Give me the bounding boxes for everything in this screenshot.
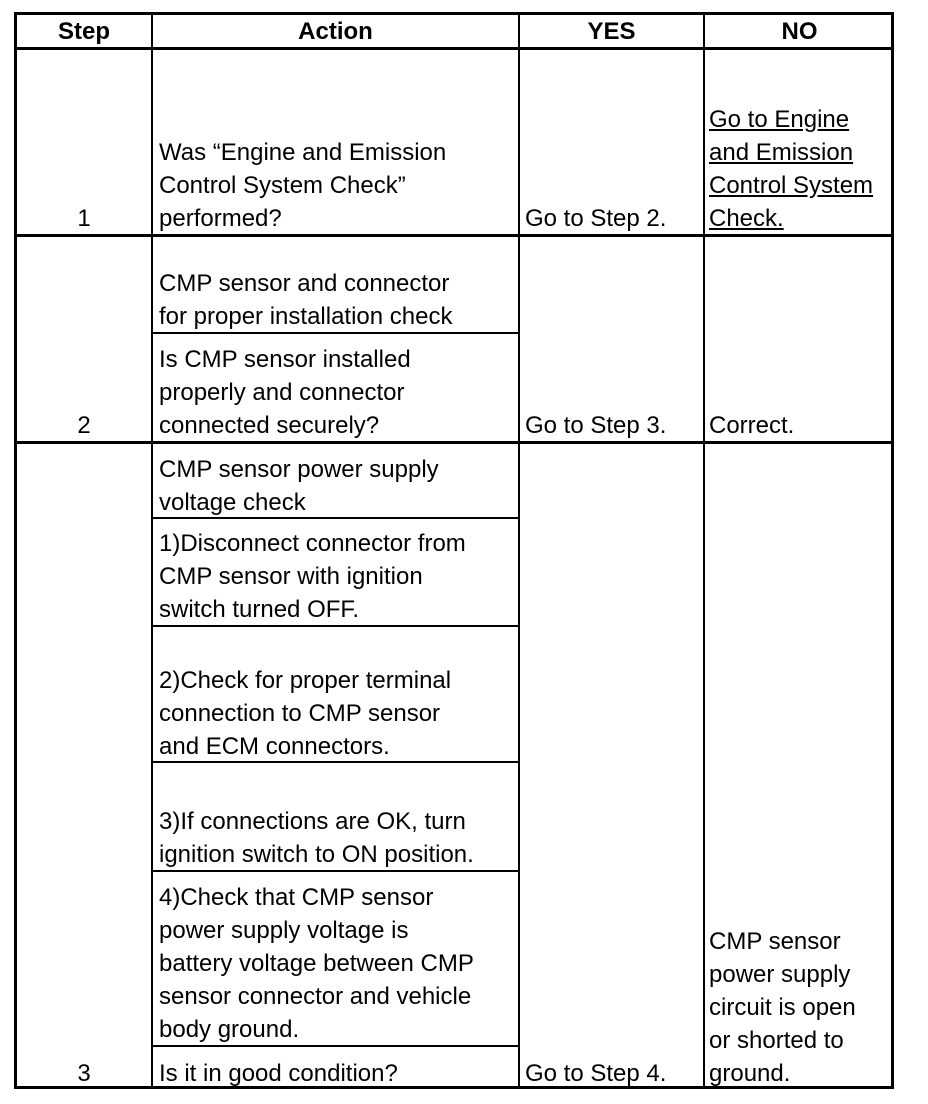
header-yes: YES: [587, 18, 636, 45]
action-text: 1)Disconnect connector from CMP sensor with ignition switch turned OFF.: [159, 530, 466, 623]
action-text: Is CMP sensor installed properly and connector connected securely?: [159, 346, 411, 439]
engine-emission-check-link[interactable]: Go to Engine and Emission Control System Check.: [709, 106, 874, 232]
step-number: 1: [77, 205, 91, 232]
yes-text: Go to Step 4.: [525, 1060, 667, 1087]
action-text: CMP sensor power supply voltage check: [159, 456, 439, 516]
header-action: Action: [298, 18, 373, 45]
action-text: 3)If connections are OK, turn ignition switch to ON position.: [159, 808, 474, 868]
column-divider: [518, 15, 520, 1086]
diagnostic-table: [14, 12, 894, 1089]
yes-text: Go to Step 2.: [525, 205, 667, 232]
no-text: CMP sensor power supply circuit is open or shorted to ground.: [709, 928, 856, 1087]
action-text: 2)Check for proper terminal connection to CMP sensor and ECM connectors.: [159, 667, 452, 760]
header-divider: [17, 47, 891, 50]
action-text: 4)Check that CMP sensor power supply voltage is battery voltage between CMP sensor connector and vehicle body ground.: [159, 884, 474, 1043]
yes-text: Go to Step 3.: [525, 412, 667, 439]
step-number: 3: [77, 1060, 91, 1087]
column-divider: [151, 15, 153, 1086]
action-text: CMP sensor and connector for proper installation check: [159, 270, 453, 330]
column-divider: [703, 15, 705, 1086]
action-text: Is it in good condition?: [159, 1060, 398, 1087]
no-text: Correct.: [709, 412, 795, 439]
header-step: Step: [57, 18, 110, 45]
action-text: Was “Engine and Emission Control System Check” performed?: [159, 139, 447, 232]
header-no: NO: [781, 18, 818, 45]
step-number: 2: [77, 412, 91, 439]
